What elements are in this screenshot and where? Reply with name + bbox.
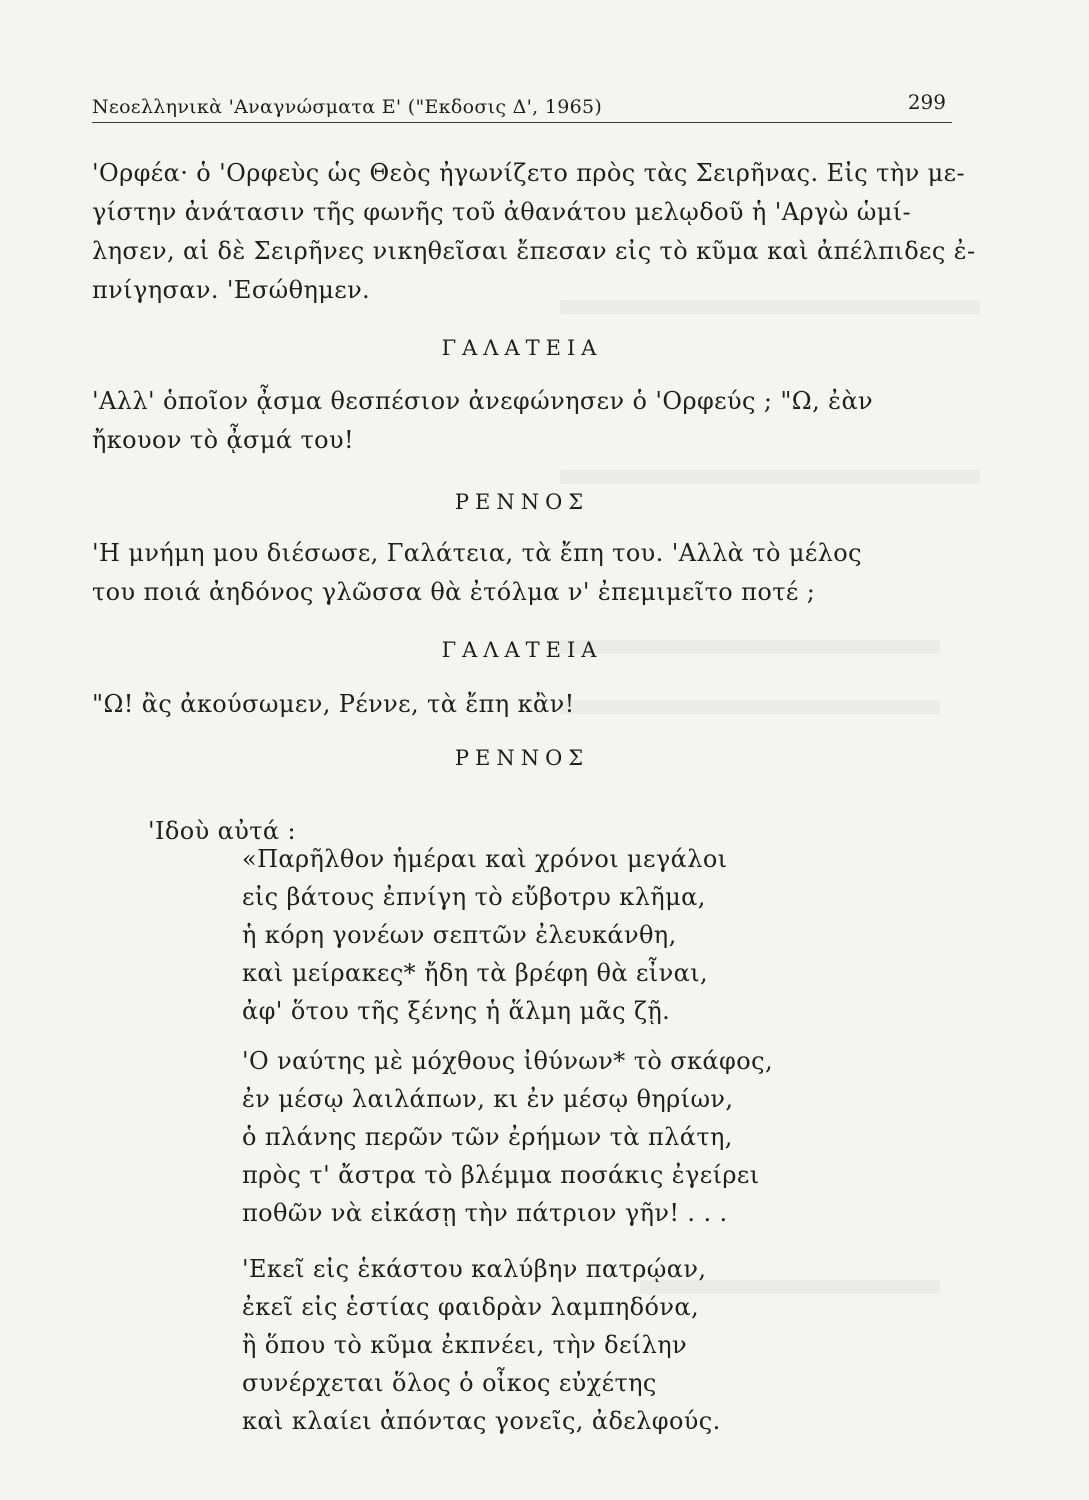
verse-line: εἰς βάτους ἐπνίγη τὸ εὔβοτρυ κλῆμα, xyxy=(242,883,706,911)
verse-line: ἐκεῖ εἰς ἑστίας φαιδρὰν λαμπηδόνα, xyxy=(242,1293,699,1321)
speaker-name: ΡΕΝΝΟΣ xyxy=(454,490,590,514)
verse-line: ἐν μέσῳ λαιλάπων, κι ἐν μέσῳ θηρίων, xyxy=(242,1085,734,1113)
verse-line: 'Ο ναύτης μὲ μόχθους ἰθύνων* τὸ σκάφος, xyxy=(242,1047,773,1075)
verse-line: καὶ μείρακες* ἤδη τὰ βρέφη θὰ εἶναι, xyxy=(242,959,709,987)
text-line: πνίγησαν. 'Εσώθημεν. xyxy=(92,276,371,304)
text-line: 'Η μνήμη μου διέσωσε, Γαλάτεια, τὰ ἔπη του. 'Αλλὰ τὸ μέλος xyxy=(92,539,863,567)
text-line: "Ω! ἂς ἀκούσωμεν, Ρέννε, τὰ ἔπη κἂν! xyxy=(92,690,575,718)
text-line: 'Ιδοὺ αὐτά : xyxy=(148,817,296,845)
poem-stanza-3 xyxy=(242,1250,962,1440)
page-number: 299 xyxy=(907,90,946,114)
speaker-name: ΡΕΝΝΟΣ xyxy=(454,746,590,770)
paragraph-galateia-2 xyxy=(92,685,952,724)
running-header xyxy=(92,86,952,123)
verse-line: «Παρῆλθον ἡμέραι καὶ χρόνοι μεγάλοι xyxy=(242,845,728,873)
text-line: ἤκουον τὸ ᾆσμά του! xyxy=(92,426,355,454)
poem-stanza-2 xyxy=(242,1042,962,1232)
verse-line: ἢ ὅπου τὸ κῦμα ἐκπνέει, τὴν δείλην xyxy=(242,1331,688,1359)
verse-line: ποθῶν νὰ εἰκάσῃ τὴν πάτριον γῆν! . . . xyxy=(242,1199,728,1227)
verse-line: ἡ κόρη γονέων σεπτῶν ἐλευκάνθη, xyxy=(242,921,677,949)
text-line: γίστην ἀνάτασιν τῆς φωνῆς τοῦ ἀθανάτου μελῳδοῦ ἡ 'Αργὼ ὡμί- xyxy=(92,198,912,226)
header-title: Νεοελληνικὰ 'Αναγνώσματα Ε' ("Εκδοσις Δ', 1965) xyxy=(92,96,603,118)
text-line: 'Αλλ' ὁποῖον ᾆσμα θεσπέσιον ἀνεφώνησεν ὁ 'Ορφεύς ; "Ω, ἐὰν xyxy=(92,387,874,415)
text-line: λησεν, αἱ δὲ Σειρῆνες νικηθεῖσαι ἔπεσαν εἰς τὸ κῦμα καὶ ἀπέλπιδες ἐ- xyxy=(92,237,976,265)
speaker-name: ΓΑΛΑΤΕΙΑ xyxy=(441,638,603,662)
text-line: του ποιά ἀηδόνος γλῶσσα θὰ ἐτόλμα ν' ἐπεμιμεῖτο ποτέ ; xyxy=(92,578,816,606)
text-line: 'Ορφέα· ὁ 'Ορφεὺς ὡς Θεὸς ἠγωνίζετο πρὸς τὰς Σειρῆνας. Εἰς τὴν με- xyxy=(92,159,965,187)
poem-stanza-1 xyxy=(242,840,962,1030)
speaker-name: ΓΑΛΑΤΕΙΑ xyxy=(441,336,603,360)
verse-line: συνέρχεται ὅλος ὁ οἶκος εὐχέτης xyxy=(242,1369,657,1397)
paragraph-rennos-1 xyxy=(92,534,952,612)
verse-line: ὁ πλάνης περῶν τῶν ἐρήμων τὰ πλάτη, xyxy=(242,1123,733,1151)
bleed-through-line xyxy=(560,470,980,484)
verse-line: καὶ κλαίει ἀπόντας γονεῖς, ἀδελφούς. xyxy=(242,1407,721,1435)
paragraph-galateia-1 xyxy=(92,382,952,460)
paragraph-orpheus xyxy=(92,154,976,310)
verse-line: πρὸς τ' ἄστρα τὸ βλέμμα ποσάκις ἐγείρει xyxy=(242,1161,760,1189)
verse-line: 'Εκεῖ εἰς ἑκάστου καλύβην πατρῴαν, xyxy=(242,1255,707,1283)
verse-line: ἀφ' ὅτου τῆς ξένης ἡ ἅλμη μᾶς ζῇ. xyxy=(242,997,671,1025)
